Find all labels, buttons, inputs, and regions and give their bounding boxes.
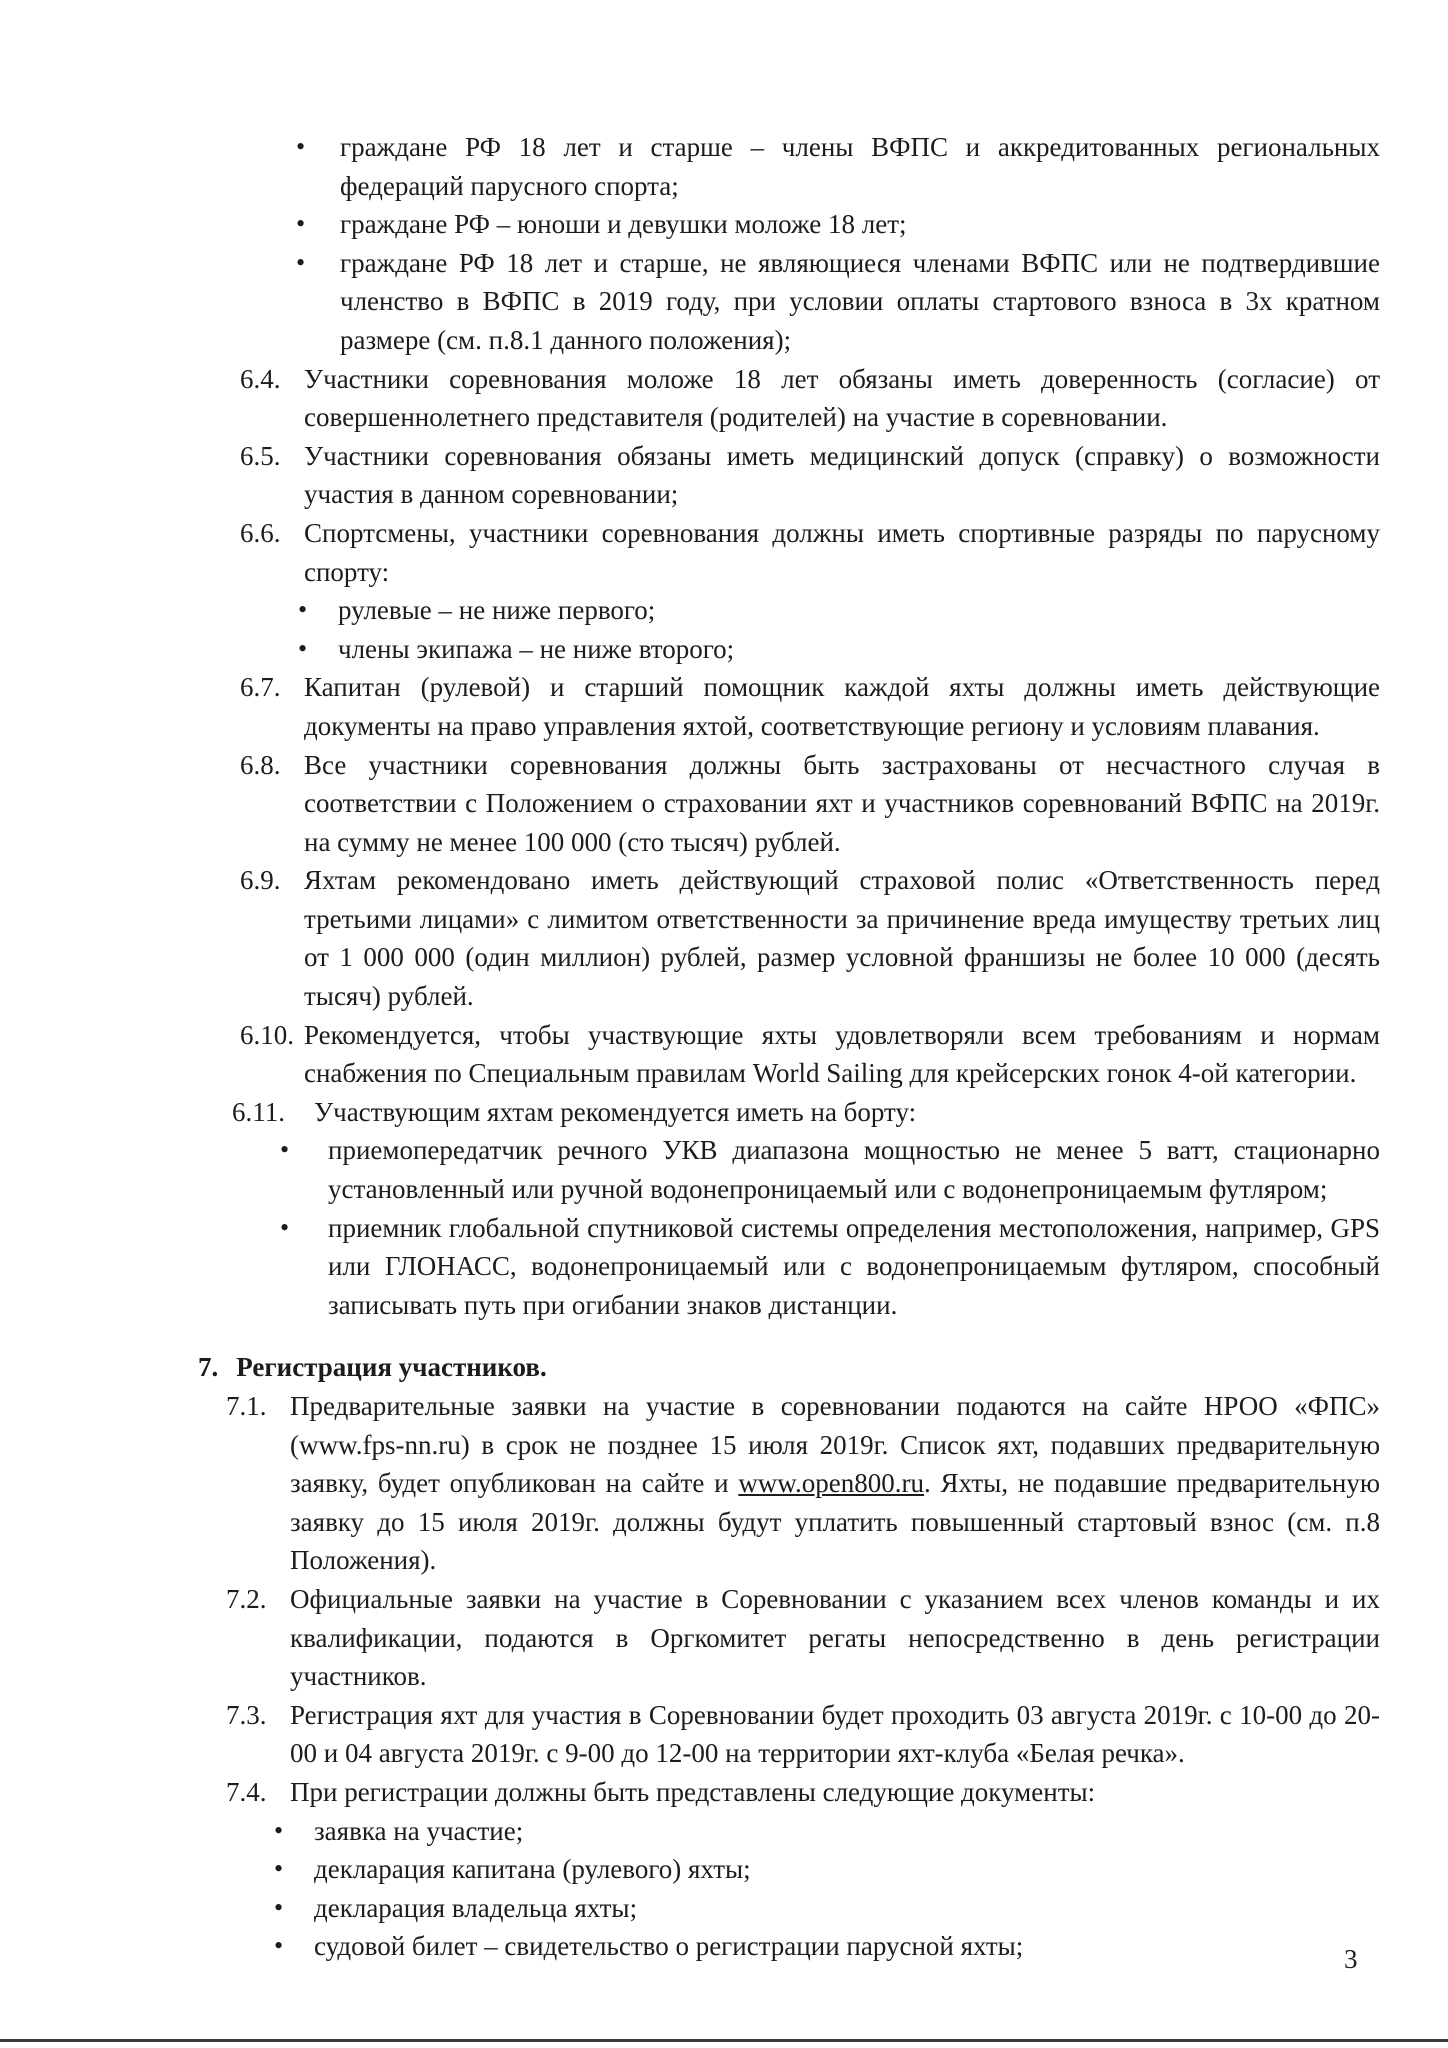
clause-text: Все участники соревнования должны быть застрахованы от несчастного случая в соответствии с Положением о страховании яхт и участников соревнований ВФПС на 2019г. на сумму не менее 100 000 (сто тысяч) рублей. bbox=[304, 749, 1380, 857]
clause-text: Регистрация яхт для участия в Соревновании будет проходить 03 августа 2019г. с 10-00 до 20-00 и 04 августа 2019г. с 9-00 до 12-00 на территории яхт-клуба «Белая речка». bbox=[290, 1699, 1380, 1769]
bullet-item: • судовой билет – свидетельство о регистрации парусной яхты; bbox=[314, 1927, 1380, 1966]
clause-number: 6.7. bbox=[240, 672, 281, 703]
bullet-item: • декларация капитана (рулевого) яхты; bbox=[314, 1850, 1380, 1889]
bullet-item: • декларация владельца яхты; bbox=[314, 1889, 1380, 1928]
clause-6-10 bbox=[240, 1016, 1380, 1093]
clause-number: 6.6. bbox=[240, 517, 281, 548]
clause-text: Официальные заявки на участие в Соревновании с указанием всех членов команды и их квалификации, подаются в Оргкомитет регаты непосредственно в день регистрации участников. bbox=[290, 1583, 1380, 1692]
bullet-item: • приемник глобальной спутниковой системы определения местоположения, например, GPS или ГЛОНАСС, водонепроницаемый или с водонепроницаемым футляром, способный записывать путь при огибании знаков дистанции. bbox=[328, 1209, 1380, 1325]
clause-text: Участвующим яхтам рекомендуется иметь на борту: bbox=[314, 1096, 917, 1127]
clause-6-4 bbox=[240, 360, 1380, 437]
clause-number: 7.4. bbox=[226, 1776, 267, 1807]
clause-text-part: Предварительные заявки на участие в соревновании подаются на сайте НРОО «ФПС» (www.fps-nn.ru) в срок не позднее 15 июля 2019г. Список яхт, подавших предварительную заявку, будет опубликован на сайте и bbox=[290, 1391, 1380, 1499]
page-number: 3 bbox=[1344, 1944, 1358, 1974]
bullet-item: • приемопередатчик речного УКВ диапазона мощностью не менее 5 ватт, стационарно установленный или ручной водонепроницаемый или с водонепроницаемым футляром; bbox=[328, 1131, 1380, 1208]
clause-number: 7.2. bbox=[226, 1583, 267, 1614]
clause-text: Рекомендуется, чтобы участвующие яхты удовлетворяли всем требованиям и нормам снабжения по Специальным правилам World Sailing для крейсерских гонок 4-ой категории. bbox=[304, 1019, 1380, 1089]
clause-text: Капитан (рулевой) и старший помощник каждой яхты должны иметь действующие документы на право управления яхтой, соответствующие региону и условиям плавания. bbox=[304, 672, 1380, 741]
clause-text: Участники соревнования моложе 18 лет обязаны иметь доверенность (согласие) от совершеннолетнего представителя (родителей) на участие в соревновании. bbox=[304, 363, 1380, 433]
clause-6-5 bbox=[240, 437, 1380, 514]
clause-number: 6.4. bbox=[240, 363, 281, 394]
clause-6-8 bbox=[240, 746, 1380, 862]
clause-7-3 bbox=[226, 1696, 1380, 1773]
clause-7-2 bbox=[226, 1580, 1380, 1696]
bullet-item: • рулевые – не ниже первого; bbox=[338, 591, 1380, 630]
section-number: 7. bbox=[198, 1352, 219, 1383]
clause-number: 6.5. bbox=[240, 440, 281, 471]
bullet-item: • заявка на участие; bbox=[314, 1812, 1380, 1851]
clause-text: Участники соревнования обязаны иметь медицинский допуск (справку) о возможности участия в данном соревновании; bbox=[304, 440, 1380, 510]
clause-number: 6.8. bbox=[240, 749, 281, 780]
clause-text-part: . Яхты, не подавшие предварительную заявку до 15 июля 2019г. должны будут уплатить повышенный стартовый взнос (см. п.8 Положения). bbox=[290, 1468, 1381, 1576]
clause-6-6 bbox=[240, 514, 1380, 591]
clause-number: 6.9. bbox=[240, 865, 281, 896]
clause-6-7 bbox=[240, 668, 1380, 745]
clause-number: 7.1. bbox=[226, 1391, 267, 1421]
clause-7-4 bbox=[226, 1773, 1380, 1812]
clause-number: 6.11. bbox=[232, 1096, 285, 1127]
section-title: Регистрация участников. bbox=[236, 1352, 547, 1383]
section-heading bbox=[198, 1348, 1380, 1387]
clause-6-11 bbox=[232, 1093, 1380, 1132]
clause-text: Спортсмены, участники соревнования должны иметь спортивные разряды по парусному спорту: bbox=[304, 517, 1380, 587]
bullet-item: • граждане РФ 18 лет и старше – члены ВФПС и аккредитованных региональных федераций парусного спорта; bbox=[340, 128, 1380, 205]
bullet-item: • члены экипажа – не ниже второго; bbox=[338, 630, 1380, 669]
page-content bbox=[198, 128, 1381, 1966]
bullet-item: • граждане РФ 18 лет и старше, не являющиеся членами ВФПС или не подтвердившие членство в ВФПС в 2019 году, при условии оплаты стартового взноса в 3х кратном размере (см. п.8.1 данного положения); bbox=[340, 244, 1380, 360]
clause-7-1 bbox=[226, 1387, 1381, 1580]
clause-text: Яхтам рекомендовано иметь действующий страховой полис «Ответственность перед третьими лицами» с лимитом ответственности за причинение вреда имуществу третьих лиц от 1 000 000 (один миллион) рублей, размер условной франшизы не более 10 000 (десять тысяч) рублей. bbox=[304, 865, 1380, 1012]
clause-number: 6.10. bbox=[240, 1019, 294, 1050]
scan-edge-line bbox=[0, 2039, 1448, 2042]
clause-6-9 bbox=[240, 861, 1380, 1015]
website-link[interactable]: www.open800.ru bbox=[738, 1468, 925, 1499]
clause-number: 7.3. bbox=[226, 1699, 267, 1730]
bullet-item: • граждане РФ – юноши и девушки моложе 18 лет; bbox=[340, 205, 1380, 244]
clause-text bbox=[290, 1387, 1380, 1580]
clause-text: При регистрации должны быть представлены следующие документы: bbox=[290, 1776, 1096, 1807]
